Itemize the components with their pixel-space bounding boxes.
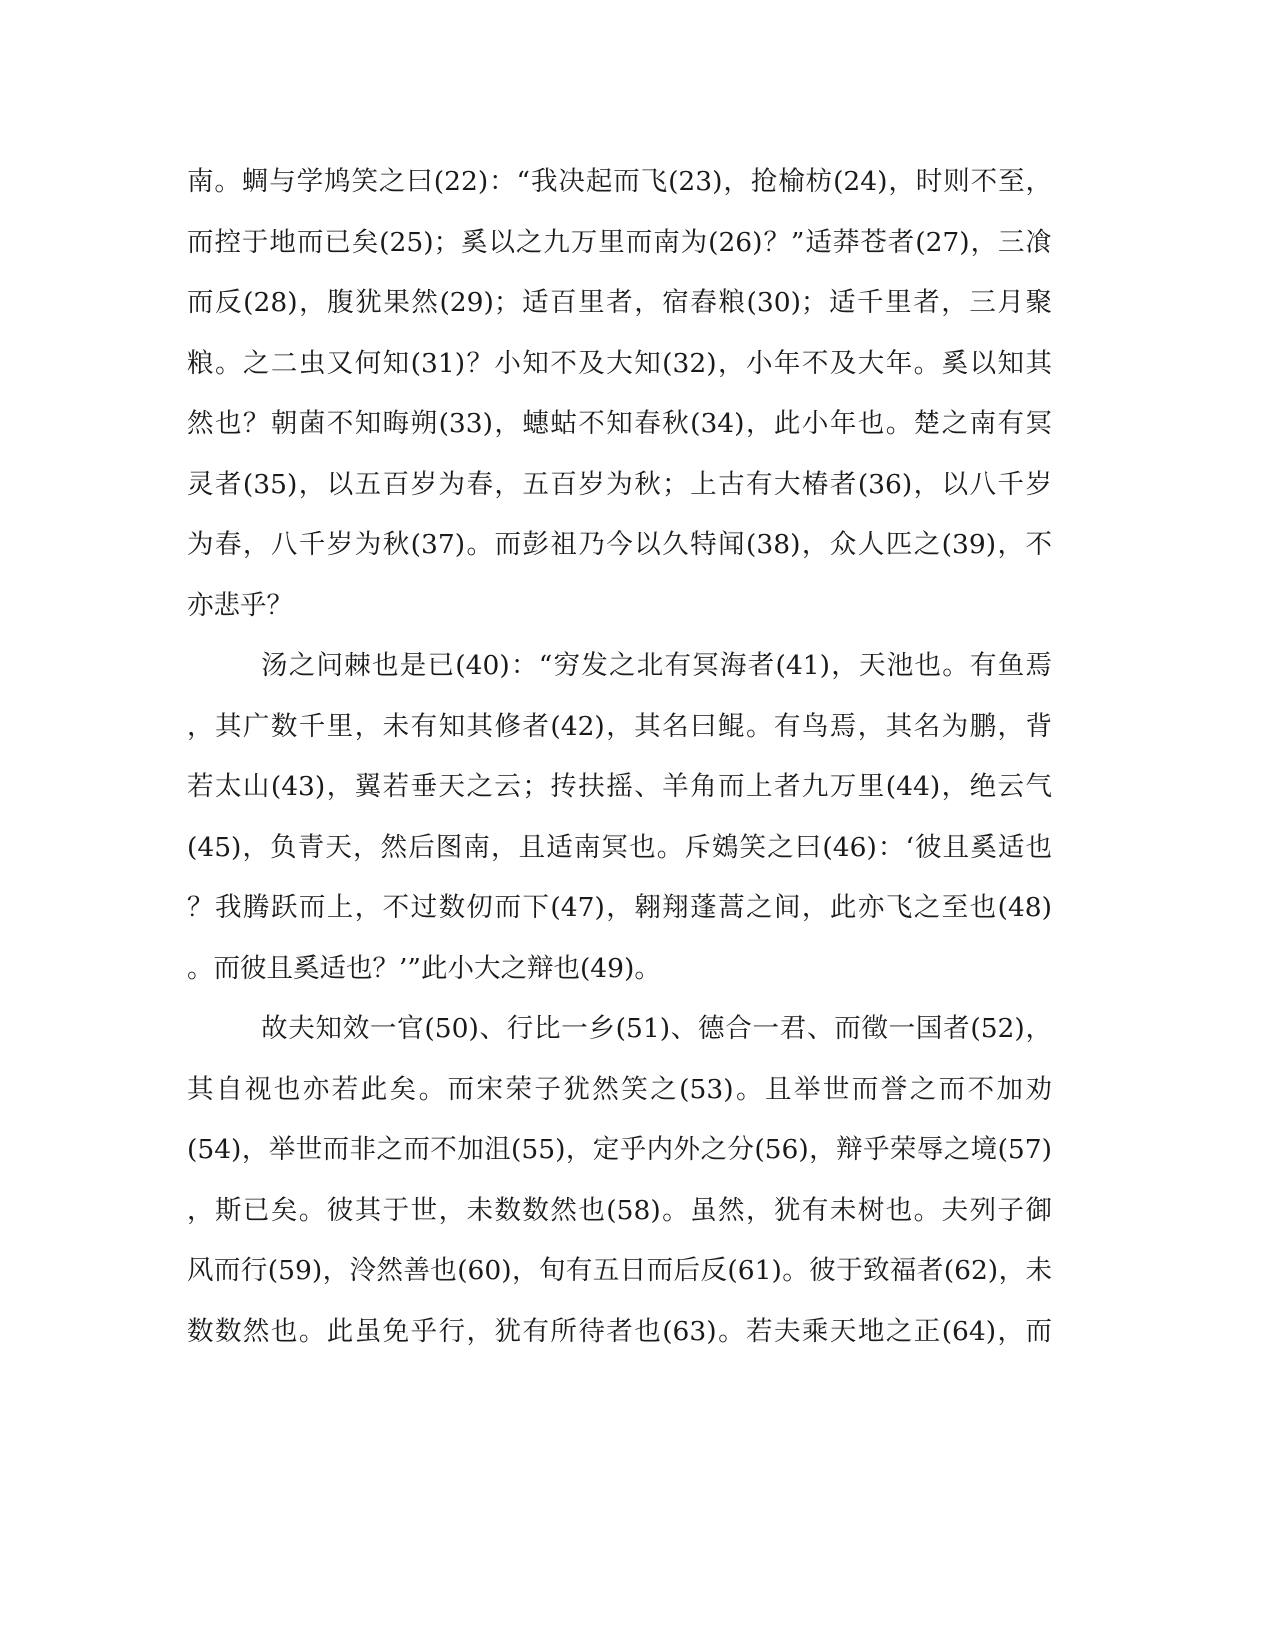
text-line: 为春，八千岁为秋(37)。而彭祖乃今以久特闻(38)，众人匹之(39)，不	[187, 529, 1052, 560]
text-line: 数数然也。此虽免乎行，犹有所待者也(63)。若夫乘天地之正(64)，而	[187, 1315, 1052, 1347]
text-line: 然也？朝菌不知晦朔(33)，蟪蛄不知春秋(34)，此小年也。楚之南有冥	[187, 408, 1052, 439]
text-line: 南。蜩与学鸠笑之曰(22)：“我决起而飞(23)，抢榆枋(24)，时则不至，	[187, 166, 1052, 197]
text-line: 其自视也亦若此矣。而宋荣子犹然笑之(53)。且举世而誉之而不加劝	[187, 1073, 1052, 1105]
text-line: ？我腾跃而上，不过数仞而下(47)，翱翔蓬蒿之间，此亦飞之至也(48)	[187, 892, 1052, 923]
text-line: 而反(28)，腹犹果然(29)；适百里者，宿舂粮(30)；适千里者，三月聚	[187, 287, 1052, 318]
text-line: 故夫知效一官(50)、行比一乡(51)、德合一君、而徵一国者(52)，	[261, 1013, 1052, 1044]
text-line: (54)，举世而非之而不加沮(55)，定乎内外之分(56)，辩乎荣辱之境(57)	[187, 1134, 1052, 1165]
text-body	[187, 152, 1052, 1362]
text-line: 。而彼且奚适也？’”此小大之辩也(49)。	[187, 952, 661, 984]
text-line: ，其广数千里，未有知其修者(42)，其名曰鲲。有鸟焉，其名为鹏，背	[187, 710, 1052, 742]
paragraph	[187, 999, 1052, 1362]
text-line: 而控于地而已矣(25)；奚以之九万里而南为(26)？”适莽苍者(27)，三飡	[187, 226, 1052, 258]
paragraph	[187, 152, 1052, 636]
text-line: 汤之问棘也是已(40)：“穷发之北有冥海者(41)，天池也。有鱼焉	[261, 650, 1052, 681]
text-line: 风而行(59)，泠然善也(60)，旬有五日而后反(61)。彼于致福者(62)，未	[187, 1255, 1052, 1286]
text-line: ，斯已矣。彼其于世，未数数然也(58)。虽然，犹有未树也。夫列子御	[187, 1194, 1052, 1226]
paragraph	[187, 636, 1052, 999]
text-line: (45)，负青天，然后图南，且适南冥也。斥鴳笑之曰(46)：‘彼且奚适也	[187, 831, 1052, 863]
text-line: 亦悲乎？	[187, 589, 293, 621]
text-line: 若太山(43)，翼若垂天之云；抟扶摇、羊角而上者九万里(44)，绝云气	[187, 771, 1052, 802]
text-line: 灵者(35)，以五百岁为春，五百岁为秋；上古有大椿者(36)，以八千岁	[187, 468, 1052, 500]
text-line: 粮。之二虫又何知(31)？小知不及大知(32)，小年不及大年。奚以知其	[187, 347, 1052, 379]
